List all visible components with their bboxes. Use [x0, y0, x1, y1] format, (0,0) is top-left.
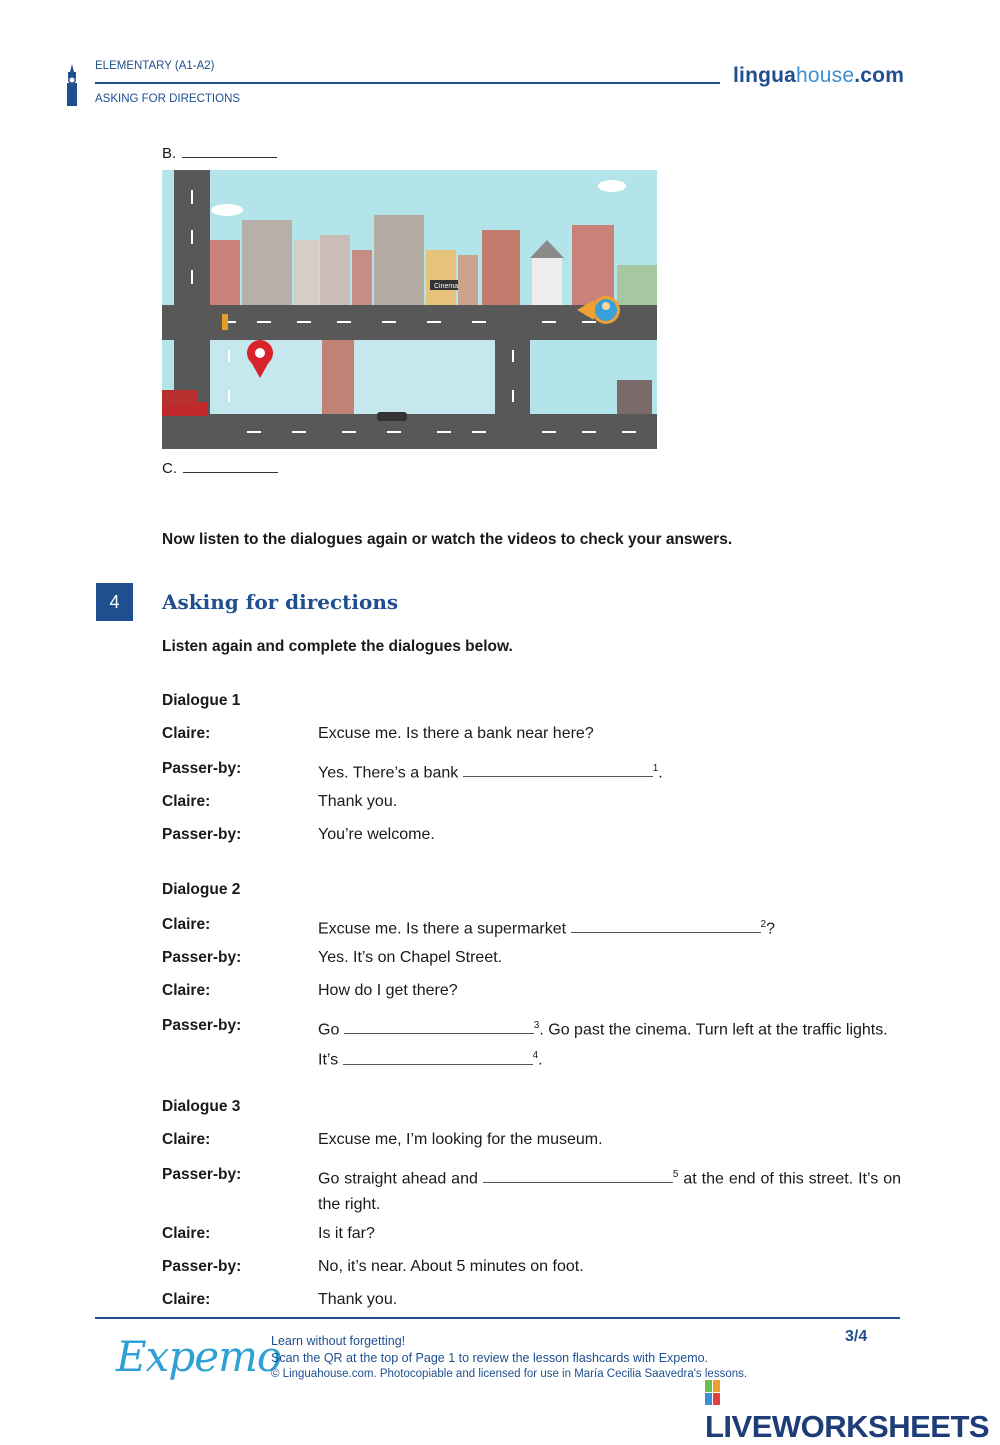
check-instruction: Now listen to the dialogues again or watch the videos to check your answers. [162, 531, 733, 548]
gap-4-blank[interactable] [343, 1052, 533, 1065]
section-instruction: Listen again and complete the dialogues below. [162, 638, 513, 655]
dialogue-line: How do I get there? [318, 982, 458, 999]
speaker-label: Claire: [162, 982, 211, 999]
liveworksheets-watermark: LIVEWORKSHEETS [705, 1373, 1000, 1445]
speaker-label: Passer-by: [162, 1017, 242, 1034]
answer-c [162, 460, 278, 477]
speaker-label: Claire: [162, 916, 211, 933]
gap-5-blank[interactable] [483, 1170, 673, 1183]
speaker-label: Passer-by: [162, 826, 242, 843]
answer-b-letter: B. [162, 145, 177, 162]
level-label: ELEMENTARY (A1-A2) [95, 60, 215, 72]
dialogue-line: Thank you. [318, 1291, 398, 1308]
dialogue-line: Yes. There’s a bank $^1$. [318, 763, 663, 782]
section-title: Asking for directions [162, 590, 399, 614]
dialogue-2-title: Dialogue 2 [162, 881, 241, 898]
dialogue-line: Excuse me. Is there a bank near here? [318, 725, 594, 742]
dialogue-1-title: Dialogue 1 [162, 692, 241, 709]
gap-3-blank[interactable] [344, 1021, 534, 1034]
footer-copyright: © Linguahouse.com. Photocopiable and licensed for use in María Cecilia Saavedra's lessons. [271, 1368, 748, 1380]
answer-b-blank[interactable] [182, 145, 277, 158]
dialogue-line: No, it’s near. About 5 minutes on foot. [318, 1258, 584, 1275]
footer-tagline: Learn without forgetting! [271, 1334, 406, 1348]
footer-divider [95, 1317, 900, 1319]
speaker-label: Passer-by: [162, 1258, 242, 1275]
big-ben-icon [64, 64, 80, 106]
dialogue-line: Excuse me. Is there a supermarket $^2$? [318, 919, 776, 938]
speaker-label: Claire: [162, 1225, 211, 1242]
section-number: 4 [96, 583, 133, 621]
dialogue-line: Is it far? [318, 1225, 375, 1242]
speaker-label: Claire: [162, 1291, 211, 1308]
dialogue-line: You’re welcome. [318, 826, 435, 843]
dialogue-3-title: Dialogue 3 [162, 1098, 241, 1115]
answer-b [162, 145, 277, 162]
dialogue-line: Yes. It’s on Chapel Street. [318, 949, 503, 966]
footer-qr-note: Scan the QR at the top of Page 1 to review the lesson flashcards with Expemo. [271, 1351, 709, 1365]
expemo-logo[interactable]: Expemo [116, 1332, 282, 1381]
speaker-label: Claire: [162, 725, 211, 742]
street-map-illustration [162, 170, 657, 449]
page-number: 3/4 [845, 1328, 868, 1345]
speaker-label: Passer-by: [162, 760, 242, 777]
answer-c-letter: C. [162, 460, 177, 477]
gap-1-blank[interactable] [463, 764, 653, 777]
linguahouse-logo[interactable]: linguahouse.com [733, 64, 905, 87]
speaker-label: Claire: [162, 793, 211, 810]
dialogue-line: Thank you. [318, 793, 398, 810]
liveworksheets-badge-icon [705, 1380, 721, 1406]
dialogue-line: Excuse me, I’m looking for the museum. [318, 1131, 603, 1148]
dialogue-line: Go $^3$. Go past the cinema. Turn left at the traffic lights. It’s $^4$. [318, 1020, 888, 1069]
answer-c-blank[interactable] [183, 460, 278, 473]
speaker-label: Passer-by: [162, 949, 242, 966]
dialogue-line: Go straight ahead and $^5$ at the end of this street. It’s on the right. [318, 1169, 902, 1214]
speaker-label: Claire: [162, 1131, 211, 1148]
cinema-sign: Cinema [434, 283, 459, 290]
header-divider [95, 82, 720, 84]
topic-label: ASKING FOR DIRECTIONS [95, 93, 241, 105]
speaker-label: Passer-by: [162, 1166, 242, 1183]
gap-2-blank[interactable] [571, 920, 761, 933]
